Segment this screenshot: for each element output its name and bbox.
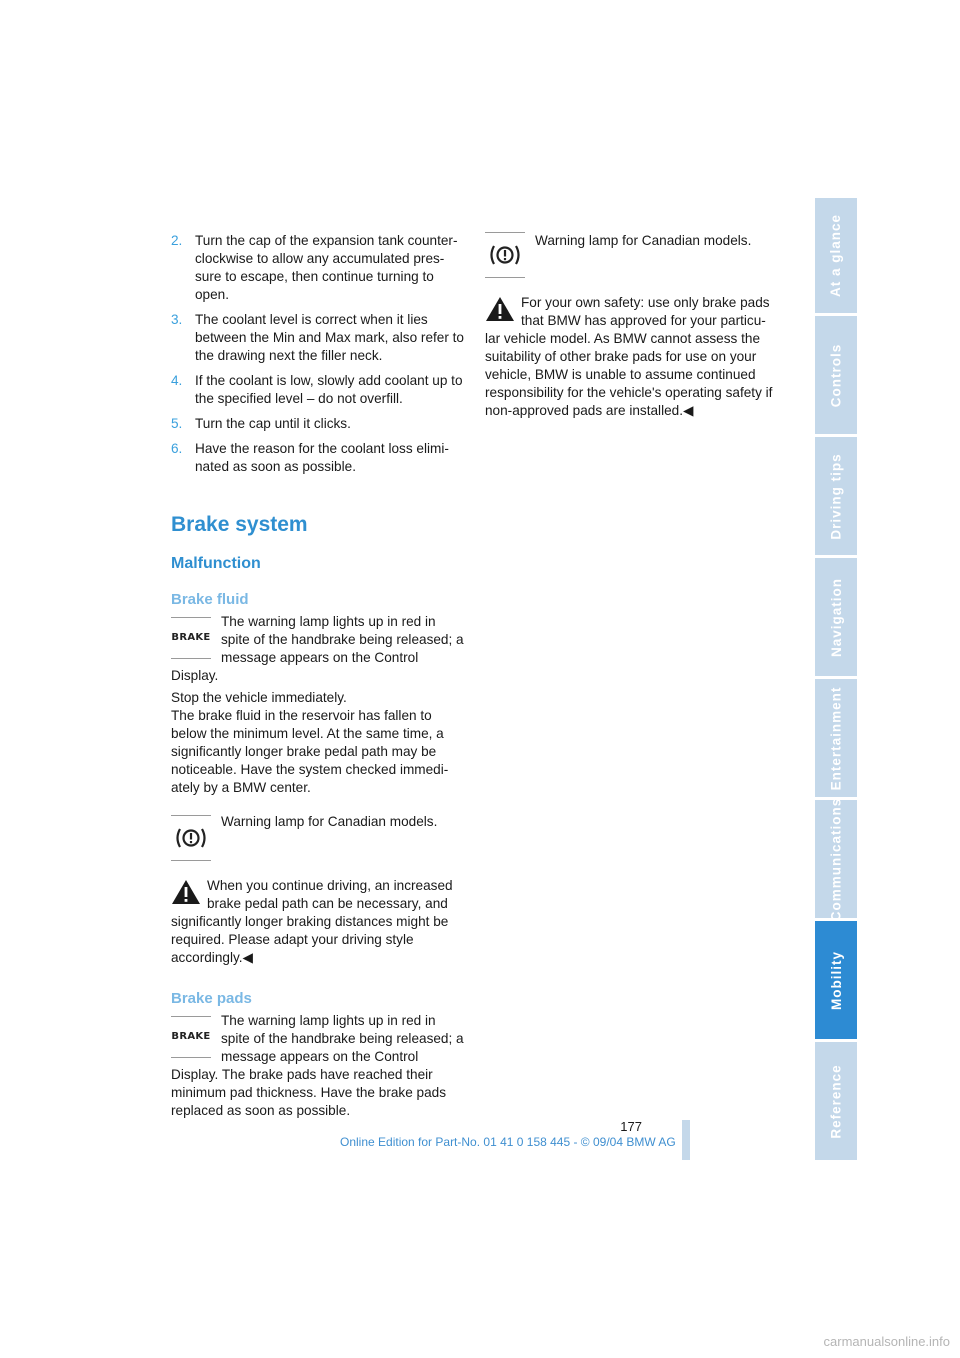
brake-fluid-stop: Stop the vehicle immediately. xyxy=(171,690,347,705)
step-text: Turn the cap of the expansion tank counter-clockwise to allow any accumulated pres-sure to escape, then continue turning to open. xyxy=(195,233,458,302)
tab-entertainment[interactable] xyxy=(815,679,857,797)
tab-label: Entertainment xyxy=(828,686,844,790)
step-6 xyxy=(171,440,466,476)
safety-warning-text: For your own safety: use only brake pads that BMW has approved for your particu-lar vehicle model. As BMW cannot assess the suitability of other brake pads for use on your vehicle, BMW is unable to assume continued responsibility for the vehicle's operating safety if non-approved pads are installed.◀ xyxy=(485,295,773,418)
right-column xyxy=(485,232,780,424)
left-column xyxy=(171,232,466,1124)
page-number: 177 xyxy=(620,1119,642,1134)
tab-mobility[interactable] xyxy=(815,921,857,1039)
circle-exclamation-lamp-icon xyxy=(485,232,525,278)
tab-label: At a glance xyxy=(828,213,844,298)
safety-warning-block xyxy=(485,294,780,424)
brake-fluid-intro: The warning lamp lights up in red in spite of the handbrake being released; a message appears on the Control Display. xyxy=(171,614,464,683)
brake-fluid-block xyxy=(171,613,466,801)
tab-label: Mobility xyxy=(828,950,844,1010)
tab-label: Reference xyxy=(828,1063,844,1139)
tab-controls[interactable] xyxy=(815,316,857,434)
canadian-lamp-text: Warning lamp for Canadian models. xyxy=(535,233,752,248)
brake-pads-text: The warning lamp lights up in red in spite of the handbrake being released; a message appears on the Control Display. The brake pads have reached their minimum pad thickness. Have the brake pads replaced as soon as possible. xyxy=(171,1013,464,1118)
step-number: 5. xyxy=(171,416,183,431)
warning-block xyxy=(171,877,466,971)
step-number: 6. xyxy=(171,441,183,456)
step-4 xyxy=(171,372,466,408)
step-text: The coolant level is correct when it lies between the Min and Max mark, also refer to the drawing next the filler neck. xyxy=(195,312,464,363)
step-number: 4. xyxy=(171,373,183,388)
brake-warning-lamp-icon: BRAKE xyxy=(171,617,211,659)
tab-label: Communications xyxy=(828,797,844,921)
section-title: Brake system xyxy=(171,513,308,536)
subsection-title: Malfunction xyxy=(171,555,261,572)
watermark: carmanualsonline.info xyxy=(823,1334,950,1349)
tab-label: Driving tips xyxy=(828,452,844,540)
brake-fluid-heading: Brake fluid xyxy=(171,591,249,608)
tab-at-a-glance[interactable] xyxy=(815,198,857,313)
chapter-tabs xyxy=(815,198,857,1163)
canadian-lamp-text: Warning lamp for Canadian models. xyxy=(221,814,438,829)
warning-triangle-icon xyxy=(171,879,201,905)
step-text: Have the reason for the coolant loss elimi-nated as soon as possible. xyxy=(195,441,449,474)
canadian-lamp-block xyxy=(485,232,780,282)
brake-fluid-detail: The brake fluid in the reservoir has fallen to below the minimum level. At the same time, a significantly longer brake pedal path may be noticeable. Have the system checked immedi-ately by a BMW center. xyxy=(171,708,449,795)
tab-reference[interactable] xyxy=(815,1042,857,1160)
step-number: 3. xyxy=(171,312,183,327)
tab-label: Navigation xyxy=(828,577,844,657)
step-2 xyxy=(171,232,466,304)
footer-text: Online Edition for Part-No. 01 41 0 158 445 - © 09/04 BMW AG xyxy=(340,1135,676,1149)
tab-driving-tips[interactable] xyxy=(815,437,857,555)
step-text: If the coolant is low, slowly add coolant up to the specified level – do not overfill. xyxy=(195,373,463,406)
brake-pads-block xyxy=(171,1012,466,1124)
warning-triangle-icon xyxy=(485,296,515,322)
warning-text: When you continue driving, an increased brake pedal path can be necessary, and significantly longer braking distances might be required. Please adapt your driving style accordingly.◀ xyxy=(171,878,453,965)
step-5 xyxy=(171,415,466,433)
step-number: 2. xyxy=(171,233,183,248)
circle-exclamation-lamp-icon xyxy=(171,815,211,861)
step-text: Turn the cap until it clicks. xyxy=(195,416,351,431)
brake-pads-heading: Brake pads xyxy=(171,990,252,1007)
tab-communications[interactable] xyxy=(815,797,857,921)
tab-label: Controls xyxy=(828,343,844,407)
canadian-lamp-block xyxy=(171,813,466,865)
tab-navigation[interactable] xyxy=(815,558,857,676)
brake-warning-lamp-icon: BRAKE xyxy=(171,1016,211,1058)
step-3 xyxy=(171,311,466,365)
